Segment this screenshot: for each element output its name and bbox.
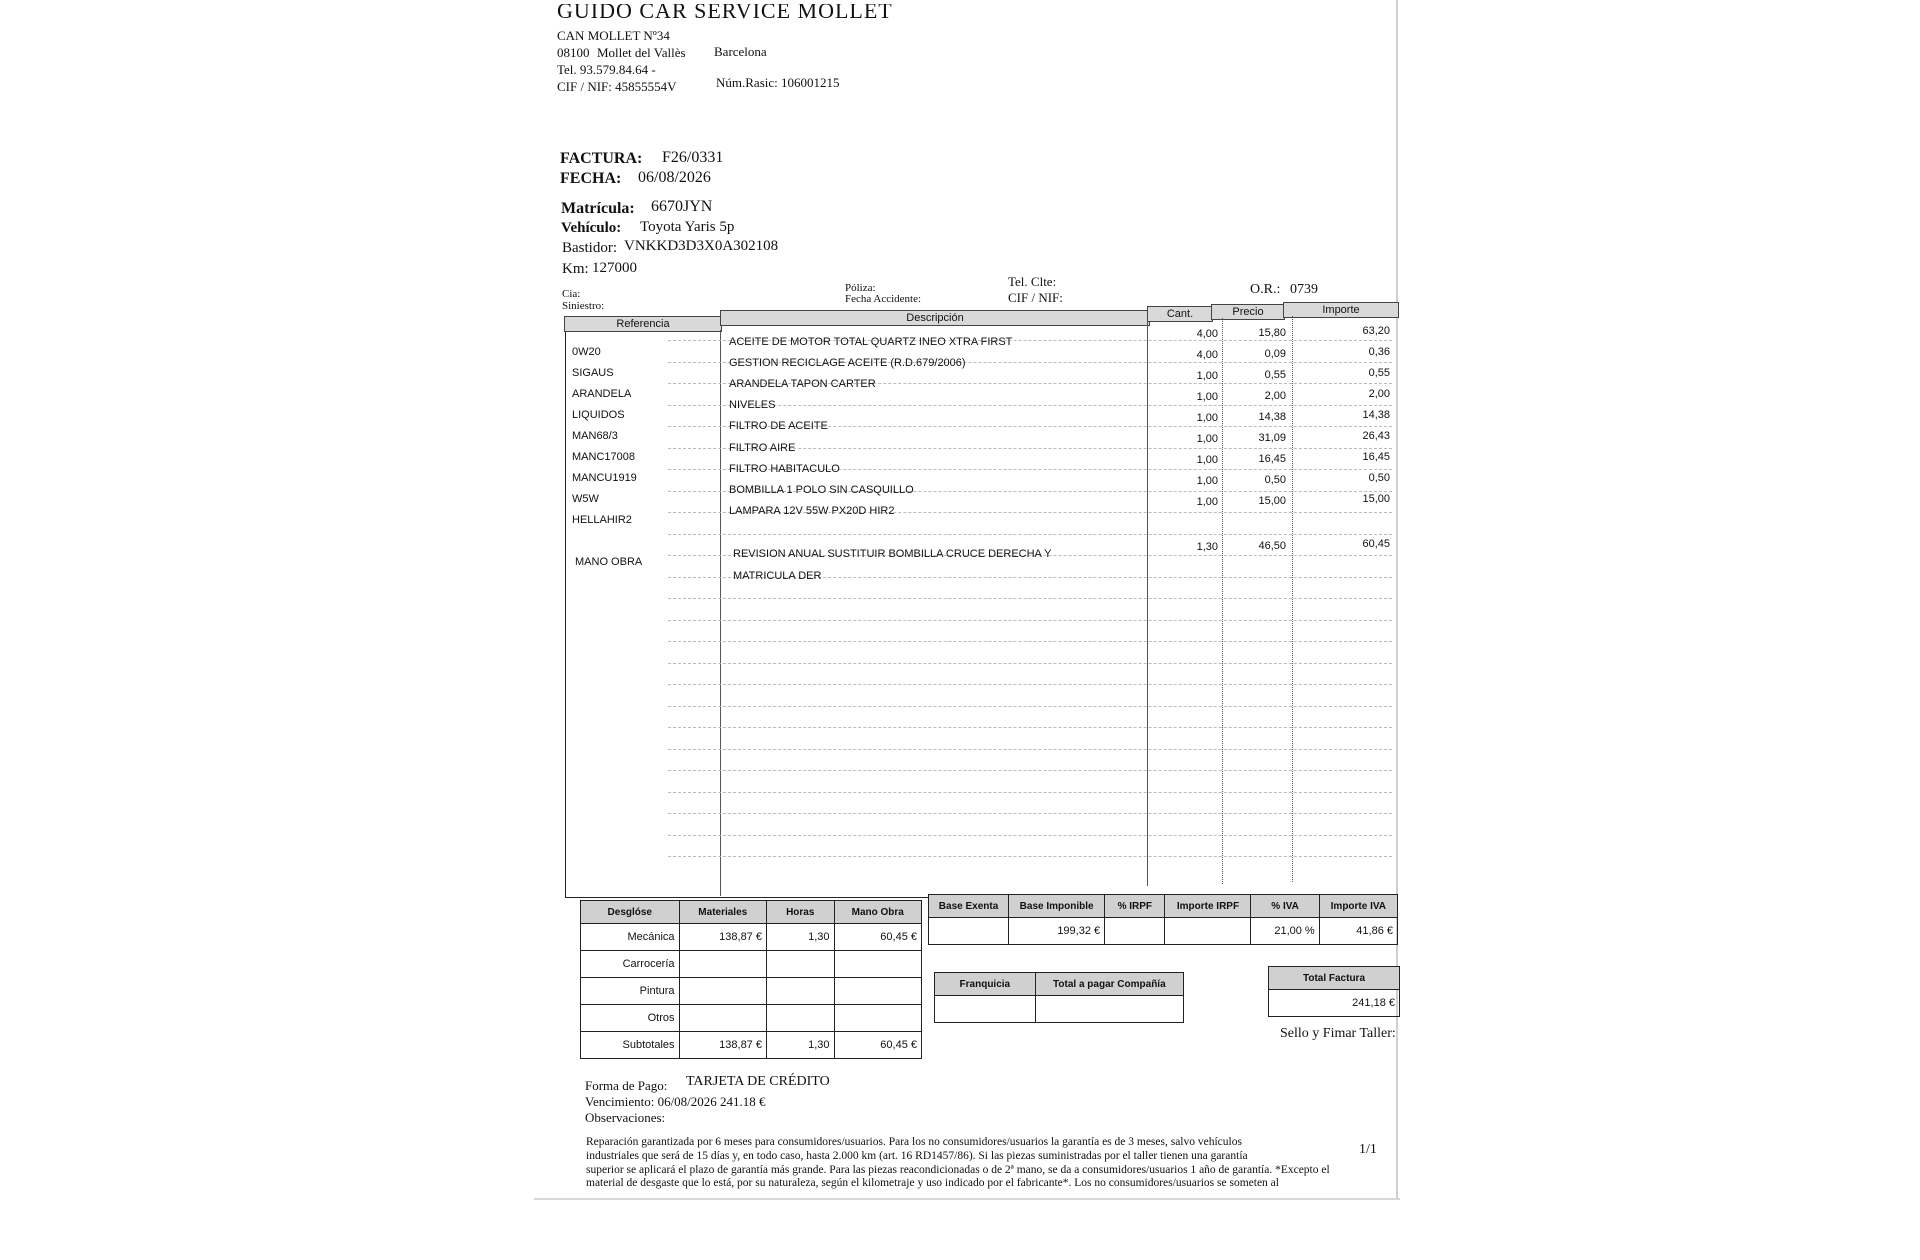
desglose-cell-materiales [679, 951, 766, 978]
bastidor-label: Bastidor: [562, 240, 617, 256]
footer-line-2: industriales que será de 15 días y, en todo caso, hasta 2.000 km (art. 16 RD1457/86). Si las piezas suministradas por el taller tienen una garantía [586, 1150, 1248, 1162]
item-cant: 1,00 [1196, 391, 1218, 403]
item-description: NIVELES [729, 399, 776, 412]
desglose-cell-materiales: 138,87 € [679, 1032, 766, 1059]
or-value: 0739 [1290, 282, 1318, 297]
desglose-cell-mano-obra [834, 1005, 921, 1032]
item-importe: 14,38 [1362, 409, 1390, 421]
item-cant: 1,00 [1196, 475, 1218, 487]
company-postal-code: 08100 [557, 45, 590, 60]
item-precio: 16,45 [1258, 453, 1286, 465]
vencimiento: Vencimiento: 06/08/2026 241.18 € [585, 1094, 766, 1109]
tax-value [929, 918, 1009, 945]
row-guide-line [668, 749, 1392, 750]
item-description: FILTRO DE ACEITE [729, 420, 828, 433]
total-table [1268, 966, 1400, 1017]
item-description: ARANDELA TAPON CARTER [729, 378, 876, 391]
cif-nif-label: CIF / NIF: [1008, 290, 1063, 305]
desglose-header: Horas [766, 901, 834, 924]
company-rasic: Núm.Rasic: 106001215 [716, 75, 840, 90]
header-importe: Importe [1283, 302, 1399, 318]
labor-precio: 46,50 [1258, 540, 1286, 552]
desglose-table [580, 900, 922, 1059]
item-ref: MANCU1919 [572, 472, 637, 484]
item-ref: LIQUIDOS [572, 409, 625, 421]
item-importe: 0,36 [1368, 346, 1390, 358]
item-description: GESTION RECICLAGE ACEITE (R.D.679/2006) [729, 357, 966, 370]
row-guide-line [668, 663, 1392, 664]
total-value: 241,18 € [1269, 990, 1400, 1017]
siniestro-label: Siniestro: [562, 300, 605, 312]
labor-cant: 1,30 [1196, 541, 1218, 553]
desglose-cell-materiales [679, 1005, 766, 1032]
items-box [565, 316, 1398, 898]
franquicia-header: Franquicia [935, 973, 1036, 996]
forma-pago-label: Forma de Pago: [585, 1078, 668, 1093]
desglose-row [581, 924, 922, 951]
row-guide-line [668, 835, 1392, 836]
desglose-cell-mano-obra [834, 951, 921, 978]
tax-header: % IRPF [1105, 895, 1165, 918]
tel-clte-label: Tel. Clte: [1008, 274, 1057, 289]
tax-header: Base Imponible [1009, 895, 1105, 918]
franquicia-value [935, 996, 1036, 1023]
total-label: Total Factura [1269, 967, 1400, 990]
company-address: CAN MOLLET Nº34 [557, 28, 670, 43]
item-cant: 4,00 [1196, 349, 1218, 361]
desglose-header: Desglóse [581, 901, 680, 924]
item-ref: ARANDELA [572, 388, 632, 400]
item-precio: 15,00 [1258, 495, 1286, 507]
desglose-cell-label: Pintura [581, 978, 680, 1005]
item-importe: 63,20 [1362, 325, 1390, 337]
item-precio: 0,50 [1264, 474, 1286, 486]
item-importe: 0,55 [1368, 367, 1390, 379]
item-precio: 0,09 [1264, 348, 1286, 360]
tax-header: Importe IRPF [1165, 895, 1251, 918]
cia-label: Cia: [562, 288, 581, 300]
item-importe: 15,00 [1362, 493, 1390, 505]
header-descripcion: Descripción [720, 310, 1150, 326]
desglose-cell-horas [766, 1005, 834, 1032]
item-importe: 26,43 [1362, 430, 1390, 442]
desglose-row [581, 1005, 922, 1032]
page-number: 1/1 [1359, 1142, 1377, 1157]
observaciones-label: Observaciones: [585, 1110, 666, 1125]
company-province: Barcelona [714, 44, 767, 59]
desglose-row [581, 951, 922, 978]
desglose-cell-mano-obra: 60,45 € [834, 1032, 921, 1059]
desglose-cell-label: Otros [581, 1005, 680, 1032]
tax-value-iva-amount: 41,86 € [1319, 918, 1397, 945]
item-cant: 1,00 [1196, 496, 1218, 508]
item-precio: 2,00 [1264, 390, 1286, 402]
km-value: 127000 [592, 260, 637, 276]
item-description: LAMPARA 12V 55W PX20D HIR2 [729, 504, 895, 517]
row-guide-line [668, 856, 1392, 857]
item-cant: 1,00 [1196, 454, 1218, 466]
item-cant: 4,00 [1196, 328, 1218, 340]
item-precio: 15,80 [1258, 327, 1286, 339]
tax-table [928, 894, 1398, 945]
item-description: FILTRO HABITACULO [729, 462, 840, 475]
company-cif: CIF / NIF: 45855554V [557, 79, 677, 94]
desglose-header: Materiales [679, 901, 766, 924]
tax-value-iva-percent: 21,00 % [1251, 918, 1319, 945]
matricula-value: 6670JYN [651, 198, 713, 215]
row-guide-line [668, 813, 1392, 814]
sello-label: Sello y Fimar Taller: [1280, 1026, 1396, 1041]
franquicia-table [934, 972, 1184, 1023]
desglose-cell-horas: 1,30 [766, 924, 834, 951]
header-precio: Precio [1211, 304, 1285, 320]
desglose-cell-label: Mecánica [581, 924, 680, 951]
km-label: Km: [562, 261, 589, 277]
item-precio: 0,55 [1264, 369, 1286, 381]
tax-value [1165, 918, 1251, 945]
franquicia-header: Total a pagar Compañía [1035, 973, 1183, 996]
column-divider [720, 330, 721, 896]
labor-desc-line1: REVISION ANUAL SUSTITUIR BOMBILLA CRUCE DERECHA Y [733, 548, 1052, 560]
company-name: GUIDO CAR SERVICE MOLLET [557, 4, 893, 22]
row-guide-line [668, 684, 1392, 685]
desglose-cell-mano-obra: 60,45 € [834, 924, 921, 951]
company-city: Mollet del Vallès [597, 45, 686, 60]
item-importe: 2,00 [1368, 388, 1390, 400]
desglose-cell-horas [766, 978, 834, 1005]
franquicia-value [1035, 996, 1183, 1023]
item-importe: 0,50 [1368, 472, 1390, 484]
row-guide-line [668, 706, 1392, 707]
bastidor-value: VNKKD3D3X0A302108 [624, 238, 779, 254]
fecha-accidente-label: Fecha Accidente: [845, 293, 922, 305]
column-divider [1292, 316, 1293, 882]
row-guide-line [668, 792, 1392, 793]
company-phone: Tel. 93.579.84.64 - [557, 62, 656, 77]
item-description: BOMBILLA 1 POLO SIN CASQUILLO [729, 483, 914, 496]
desglose-row [581, 978, 922, 1005]
row-guide-line [668, 727, 1392, 728]
tax-value [1105, 918, 1165, 945]
tax-value-base-imponible: 199,32 € [1009, 918, 1105, 945]
vehiculo-value: Toyota Yaris 5p [640, 219, 735, 235]
footer-line-4: material de desgaste que lo está, por su naturaleza, según el kilometraje y uso indicado por el fabricante*. Los no consumidores/usuarios se someten al [586, 1177, 1279, 1189]
desglose-row [581, 1032, 922, 1059]
factura-value: F26/0331 [662, 149, 724, 166]
sheet-edge [534, 1198, 1400, 1200]
item-ref: W5W [572, 493, 599, 505]
row-guide-line [668, 534, 1392, 535]
desglose-cell-label: Subtotales [581, 1032, 680, 1059]
header-referencia: Referencia [564, 316, 722, 332]
tax-header: Importe IVA [1319, 895, 1397, 918]
vehiculo-label: Vehículo: [561, 220, 622, 236]
labor-desc-line2: MATRICULA DER [733, 570, 822, 582]
item-cant: 1,00 [1196, 412, 1218, 424]
item-description: FILTRO AIRE [729, 441, 796, 454]
footer-line-3: superior se aplicará el plazo de garantía más grande. Para las piezas reacondicionadas o de 2ª mano, se da a consumidores/usuarios 1 año de garantía. *Excepto el [586, 1164, 1330, 1176]
item-cant: 1,00 [1196, 370, 1218, 382]
fecha-label: FECHA: [560, 170, 622, 187]
item-ref: 0W20 [572, 346, 601, 358]
poliza-label: Póliza: [845, 282, 876, 294]
item-ref: SIGAUS [572, 367, 614, 379]
row-guide-line [668, 770, 1392, 771]
item-ref: HELLAHIR2 [572, 514, 632, 526]
row-guide-line [668, 641, 1392, 642]
desglose-cell-materiales: 138,87 € [679, 924, 766, 951]
factura-label: FACTURA: [560, 150, 643, 167]
fecha-value: 06/08/2026 [638, 169, 711, 186]
desglose-header: Mano Obra [834, 901, 921, 924]
or-label: O.R.: [1250, 282, 1281, 297]
item-importe: 16,45 [1362, 451, 1390, 463]
item-precio: 31,09 [1258, 432, 1286, 444]
footer-line-1: Reparación garantizada por 6 meses para consumidores/usuarios. Para los no consumidores/usuarios la garantía es de 3 meses, salvo vehículos [586, 1136, 1242, 1148]
tax-header: % IVA [1251, 895, 1319, 918]
item-ref: MANC17008 [572, 451, 635, 463]
item-precio: 14,38 [1258, 411, 1286, 423]
header-cant: Cant. [1147, 306, 1213, 322]
row-guide-line [668, 620, 1392, 621]
item-description: ACEITE DE MOTOR TOTAL QUARTZ INEO XTRA FIRST [729, 336, 1013, 348]
row-guide-line [668, 598, 1392, 599]
labor-ref: MANO OBRA [575, 556, 643, 568]
tax-header: Base Exenta [929, 895, 1009, 918]
desglose-cell-label: Carrocería [581, 951, 680, 978]
forma-pago-value: TARJETA DE CRÉDITO [686, 1074, 830, 1089]
labor-importe: 60,45 [1362, 538, 1390, 550]
desglose-cell-horas [766, 951, 834, 978]
item-ref: MAN68/3 [572, 430, 618, 442]
column-divider [1222, 318, 1223, 884]
desglose-cell-horas: 1,30 [766, 1032, 834, 1059]
row-guide-line [668, 405, 1392, 406]
matricula-label: Matrícula: [561, 200, 635, 217]
desglose-cell-materiales [679, 978, 766, 1005]
desglose-cell-mano-obra [834, 978, 921, 1005]
item-cant: 1,00 [1196, 433, 1218, 445]
